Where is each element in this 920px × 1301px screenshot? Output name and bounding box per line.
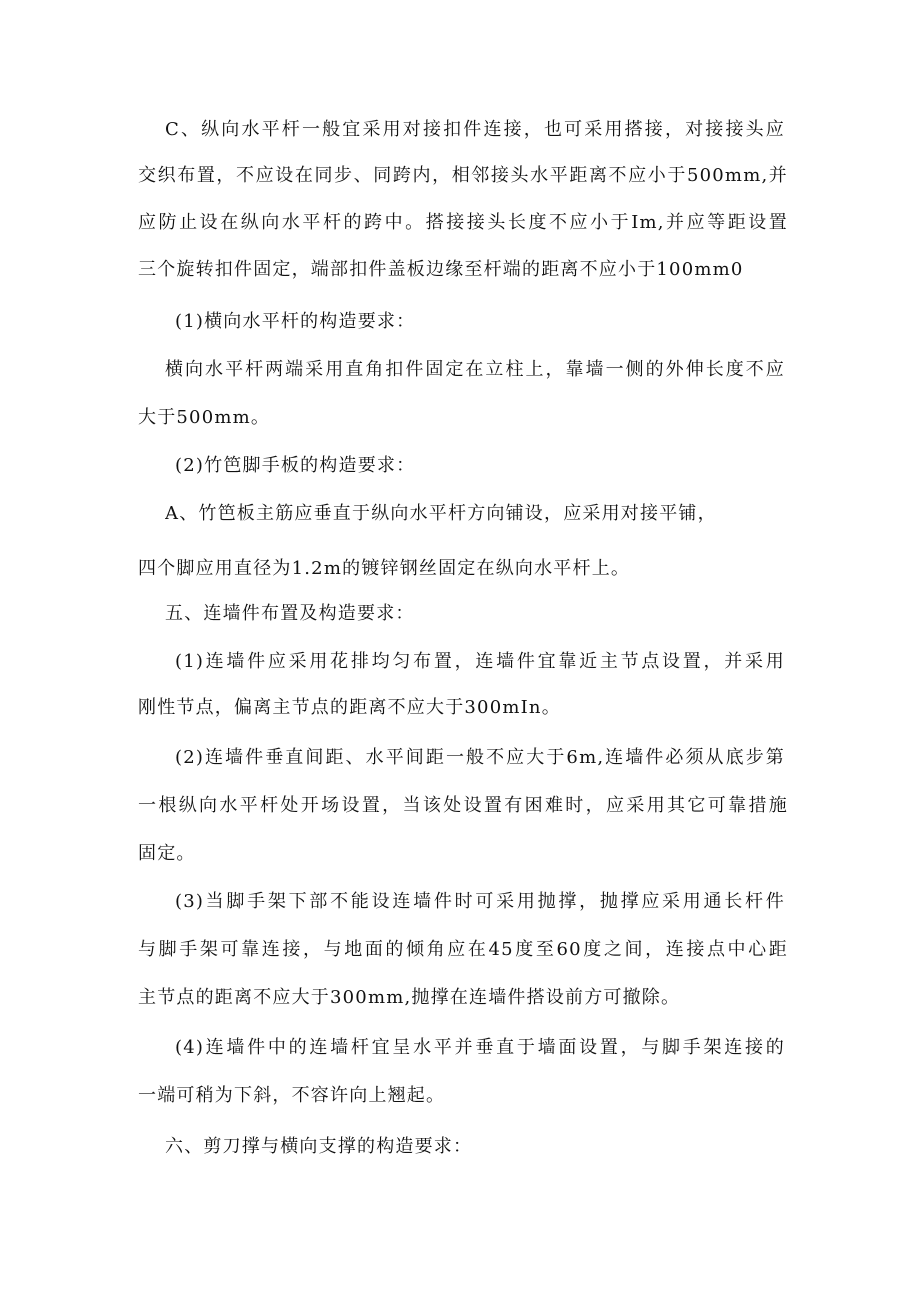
paragraph-line: (3)当脚手架下部不能设连墙件时可采用抛撑，抛撑应采用通长杆件 (175, 891, 785, 912)
paragraph-line: (2)连墙件垂直间距、水平间距一般不应大于6m,连墙件必须从底步第 (175, 747, 785, 768)
paragraph-line: 应防止设在纵向水平杆的跨中。搭接接头长度不应小于Im,并应等距设置 (138, 212, 788, 233)
paragraph-line: 交织布置，不应设在同步、同跨内，相邻接头水平距离不应小于500mm,并 (138, 165, 788, 186)
paragraph-line: C、纵向水平杆一般宜采用对接扣件连接，也可采用搭接，对接接头应 (165, 119, 785, 140)
paragraph-line: A、竹笆板主筋应垂直于纵向水平杆方向铺设，应采用对接平铺， (165, 503, 717, 524)
section-heading: 六、剪刀撑与横向支撑的构造要求： (165, 1136, 473, 1157)
paragraph-line: 与脚手架可靠连接，与地面的倾角应在45度至60度之间，连接点中心距 (138, 939, 788, 960)
paragraph-line: 四个脚应用直径为1.2m的镀锌钢丝固定在纵向水平杆上。 (138, 558, 631, 579)
paragraph-line: 一端可稍为下斜，不容许向上翘起。 (138, 1085, 446, 1106)
section-heading: 五、连墙件布置及构造要求： (165, 603, 415, 624)
paragraph-line: (4)连墙件中的连墙杆宜呈水平并垂直于墙面设置，与脚手架连接的 (175, 1037, 785, 1058)
paragraph-line: 固定。 (138, 843, 196, 864)
paragraph-line: 一根纵向水平杆处开场设置，当该处设置有困难时，应采用其它可靠措施 (138, 795, 788, 816)
paragraph-line: 主节点的距离不应大于300mm,抛撑在连墙件搭设前方可撤除。 (138, 987, 681, 1008)
paragraph-line: 三个旋转扣件固定，端部扣件盖板边缘至杆端的距离不应小于100mm0 (138, 259, 744, 280)
subsection-heading: (2)竹笆脚手板的构造要求： (175, 455, 416, 476)
paragraph-line: 横向水平杆两端采用直角扣件固定在立柱上，靠墙一侧的外伸长度不应 (165, 359, 785, 380)
subsection-heading: (1)横向水平杆的构造要求： (175, 311, 416, 332)
paragraph-line: (1)连墙件应采用花排均匀布置，连墙件宜靠近主节点设置，并采用 (175, 651, 785, 672)
paragraph-line: 刚性节点，偏离主节点的距离不应大于300mIn。 (138, 697, 561, 718)
paragraph-line: 大于500mm。 (138, 407, 271, 428)
